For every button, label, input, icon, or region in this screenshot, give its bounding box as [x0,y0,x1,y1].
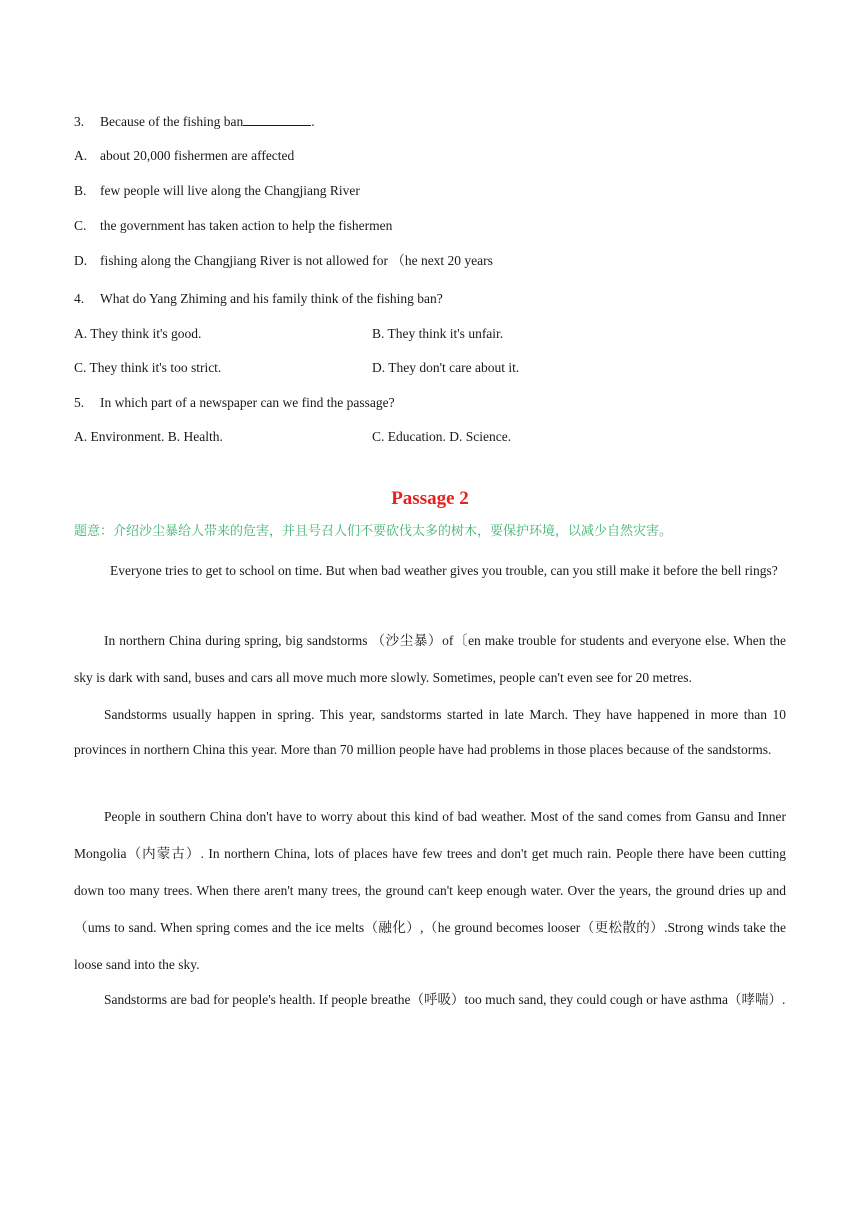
question-number: 4. [74,291,85,306]
option-a: A. They think it's good. [74,326,202,341]
option-text: the government has taken action to help the fishermen [100,218,393,233]
option-text: about 20,000 fishermen are affected [100,148,295,163]
option-d [74,253,493,269]
option-text: few people will live along the Changjiang River [100,183,360,198]
question-number: 3. [74,114,85,129]
question-5 [74,395,395,411]
option-b: B. They think it's unfair. [372,326,504,341]
option-letter: B. [74,183,87,198]
paragraph-1: Everyone tries to get to school on time. But when bad weather gives you trouble, can you still make it before the bell rings? [110,563,778,578]
question-stem: In which part of a newspaper can we find the passage? [100,395,395,410]
option-c: C. They think it's too strict. [74,360,222,375]
options-right: C. Education. D. Science. [372,429,512,444]
question-4 [74,291,443,307]
paragraph-5: Sandstorms are bad for people's health. If people breathe（呼吸）too much sand, they could cough or have asthma（哮喘）. [104,992,786,1007]
question-number: 5. [74,395,85,410]
option-letter: D. [74,253,88,268]
passage-summary: 题意：介绍沙尘暴给人带来的危害，并且号召人们不要砍伐太多的树木，要保护环境，以减少自然灾害。 [74,524,673,539]
passage-title: Passage 2 [391,488,469,509]
question-stem: Because of the fishing ban [100,114,244,129]
question-suffix: . [311,114,315,129]
option-c [74,218,392,234]
option-d: D. They don't care about it. [372,360,520,375]
paragraph-3: Sandstorms usually happen in spring. This year, sandstorms started in late March. They have happened in more than 10 provinces in northern China this year. More than 70 million people have had problems in those places because of the sandstorms. [74,707,786,757]
option-text: fishing along the Changjiang River is not allowed for （he next 20 years [100,253,493,268]
option-letter: C. [74,218,87,233]
answer-blank [243,114,311,126]
option-b [74,183,360,199]
options-left: A. Environment. B. Health. [74,429,223,444]
paragraph-4: People in southern China don't have to worry about this kind of bad weather. Most of the sand comes from Gansu and Inner Mongolia（内蒙古）. In northern China, lots of places have few trees and don't get much rain. People there have been cutting down too many trees. When there aren't many trees, the ground can't keep enough water. Over the years, the ground dries up and（ums to sand. When spring comes and the ice melts（融化）,（he ground becomes looser（更松散的）.Strong winds take the loose sand into the sky. [74,809,786,972]
question-3 [74,114,315,130]
option-letter: A. [74,148,88,163]
paragraph-2: In northern China during spring, big sandstorms （沙尘暴）of〔en make trouble for students and everyone else. When the sky is dark with sand, buses and cars all move much more slowly. Sometimes, people can't even see for 20 metres. [74,633,786,685]
option-a [74,148,294,164]
question-stem: What do Yang Zhiming and his family think of the fishing ban? [100,291,443,306]
